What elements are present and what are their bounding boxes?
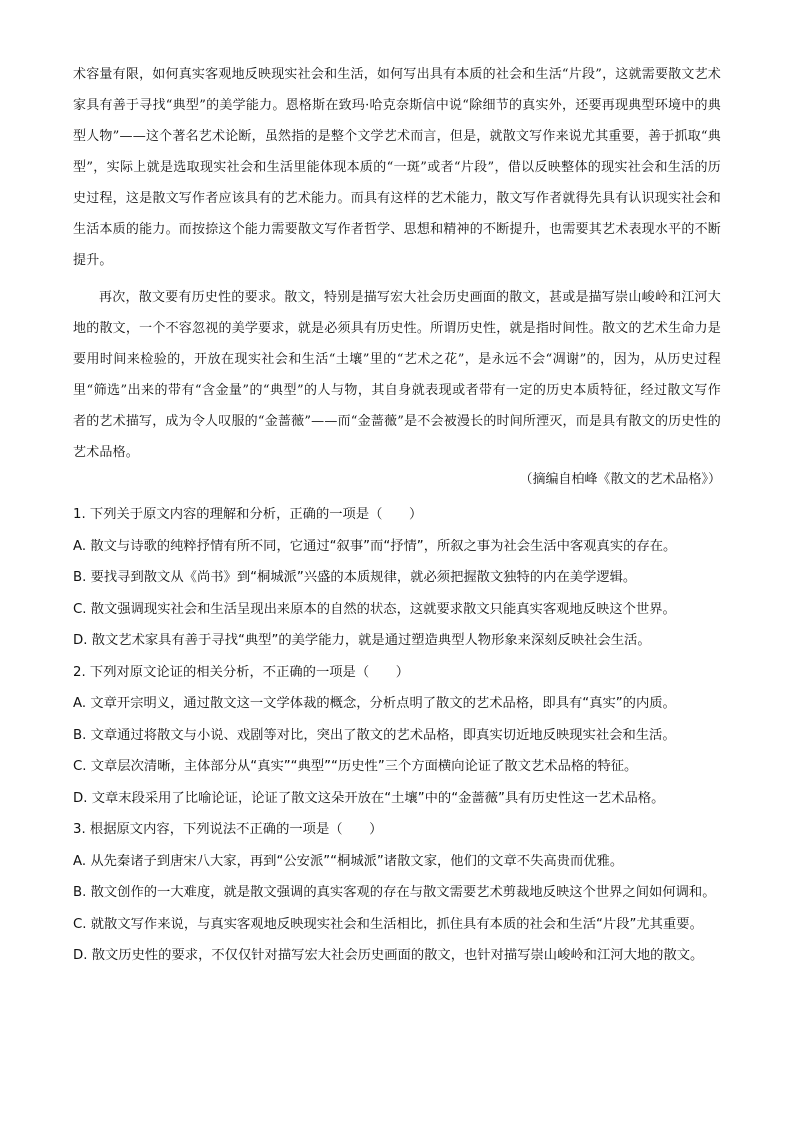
question-1 xyxy=(73,499,725,657)
question-stem: 2. 下列对原文论证的相关分析，不正确的一项是（ ） xyxy=(73,664,410,680)
option-d[interactable]: D. 散文艺术家具有善于寻找“典型”的美学能力，就是通过塑造典型人物形象来深刻反映社会生活。 xyxy=(73,633,651,648)
option-a[interactable]: A. 散文与诗歌的纯粹抒情有所不同，它通过“叙事”而“抒情”，所叙之事为社会生活中客观真实的存在。 xyxy=(73,538,677,554)
option-c[interactable]: C. 文章层次清晰，主体部分从“真实”“典型”“历史性”三个方面横向论证了散文艺术品格的特征。 xyxy=(73,759,638,774)
option-c[interactable]: C. 散文强调现实社会和生活呈现出来原本的自然的状态，这就要求散文只能真实客观地反映这个世界。 xyxy=(73,601,676,617)
question-3 xyxy=(73,814,725,972)
passage-continued xyxy=(73,282,721,468)
option-d[interactable]: D. 文章末段采用了比喻论证，论证了散文这朵开放在“土壤”中的“金蔷薇”具有历史性这一艺术品格。 xyxy=(73,790,665,806)
source-citation: （摘编自柏峰《散文的艺术品格》） xyxy=(519,472,721,487)
question-stem: 3. 根据原文内容，下列说法不正确的一项是（ ） xyxy=(73,822,383,837)
option-a[interactable]: A. 从先秦诸子到唐宋八大家，再到“公安派”“桐城派”诸散文家，他们的文章不失高贵而优雅。 xyxy=(73,853,624,869)
option-d[interactable]: D. 散文历史性的要求，不仅仅针对描写宏大社会历史画面的散文，也针对描写崇山峻岭和江河大地的散文。 xyxy=(73,948,704,963)
question-list xyxy=(73,499,725,972)
option-b[interactable]: B. 文章通过将散文与小说、戏剧等对比，突出了散文的艺术品格，即真实切近地反映现实社会和生活。 xyxy=(73,727,676,743)
option-b[interactable]: B. 要找寻到散文从《尚书》到“桐城派”兴盛的本质规律，就必须把握散文独特的内在美学逻辑。 xyxy=(73,570,637,585)
option-a[interactable]: A. 文章开宗明义，通过散文这一文学体裁的概念，分析点明了散文的艺术品格，即具有“真实”的内质。 xyxy=(73,696,676,711)
option-c[interactable]: C. 就散文写作来说，与真实客观地反映现实社会和生活相比，抓住具有本质的社会和生活“片段”尤其重要。 xyxy=(73,916,703,932)
question-stem: 1. 下列关于原文内容的理解和分析，正确的一项是（ ） xyxy=(73,507,423,522)
passage xyxy=(73,59,721,276)
question-2 xyxy=(73,657,725,815)
option-b[interactable]: B. 散文创作的一大难度，就是散文强调的真实客观的存在与散文需要艺术剪裁地反映这个世界之间如何调和。 xyxy=(73,885,716,900)
passage-paragraph-1: 术容量有限，如何真实客观地反映现实社会和生活，如何写出具有本质的社会和生活“片段”，这就需要散文艺术家具有善于寻找“典型”的美学能力。恩格斯在致玛·哈克奈斯信中说“除细节的真实外，还要再现典型环境中的典型人物”——这个著名艺术论断，虽然指的是整个文学艺术而言，但是，就散文写作来说尤其重要，善于抓取“典型”，实际上就是选取现实社会和生活里能体现本质的“一斑”或者“片段”，借以反映整体的现实社会和生活的历史过程，这是散文写作者应该具有的艺术能力。而具有这样的艺术能力，散文写作者就得先具有认识现实社会和生活本质的能力。而按捺这个能力需要散文写作者哲学、思想和精神的不断提升，也需要其艺术表现水平的不断提升。 xyxy=(73,67,721,268)
passage-paragraph-2: 再次，散文要有历史性的要求。散文，特别是描写宏大社会历史画面的散文，甚或是描写崇山峻岭和江河大地的散文，一个不容忽视的美学要求，就是必须具有历史性。所谓历史性，就是指时间性。散文的艺术生命力是要用时间来检验的，开放在现实社会和生活“土壤”里的“艺术之花”，是永远不会“凋谢”的，因为，从历史过程里“筛选”出来的带有“含金量”的“典型”的人与物，其自身就表现或者带有一定的历史本质特征，经过散文写作者的艺术描写，成为令人叹服的“金蔷薇”——而“金蔷薇”是不会被漫长的时间所湮灭，而是具有散文的历史性的艺术品格。 xyxy=(73,290,721,460)
